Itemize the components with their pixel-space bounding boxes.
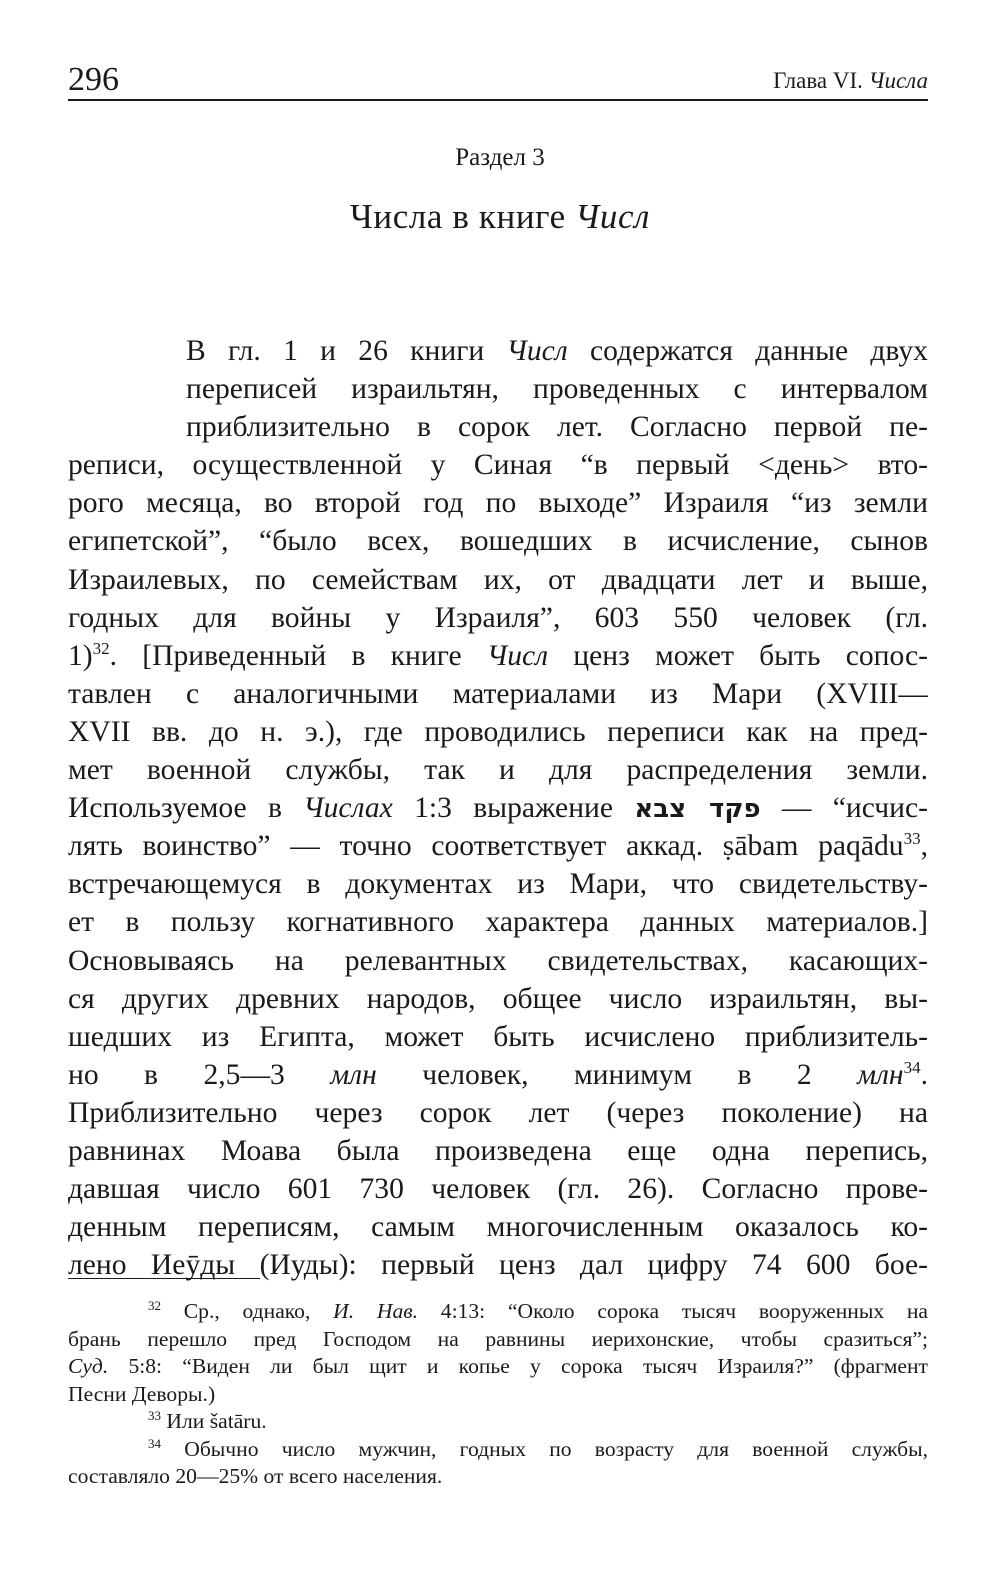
- text-line: но в 2,5—3 млн человек, минимум в 2 млн$^{34}$.: [68, 1057, 928, 1091]
- text-line: приблизительно в сорок лет. Согласно первой пе-: [186, 411, 928, 444]
- section-label: Раздел 3: [455, 144, 545, 171]
- text-line: реписи, осуществленной у Синая “в первый <день> вто-: [68, 449, 928, 482]
- footnote-line: Суд. 5:8: “Виден ли был щит и копье у сорока тысяч Израиля?” (фрагмент: [68, 1354, 928, 1378]
- page-header: [68, 60, 928, 100]
- text-line: равнинах Моава была произведена еще одна перепись,: [68, 1134, 928, 1167]
- footnote-line: Песни Деворы.): [68, 1381, 216, 1406]
- text-line: давшая число 601 730 человек (гл. 26). Согласно прове-: [68, 1173, 928, 1206]
- footnote-ref: 34: [903, 1057, 921, 1077]
- text-line: рого месяца, во второй год по выходе” Израиля “из земли: [68, 487, 928, 520]
- text-line: шедших из Египта, может быть исчислено приблизитель-: [68, 1020, 928, 1053]
- text-line: лено Иеӯды (Иуды): первый ценз дал цифру 74 600 бое-: [68, 1249, 928, 1282]
- footnote-ref: 32: [92, 638, 110, 658]
- text-line: В гл. 1 и 26 книги Числ содержатся данные двух: [186, 335, 928, 367]
- text-line: Используемое в Числах 1:3 выражение פקד צבא — “исчис-: [68, 792, 928, 825]
- text-line: ет в пользу когнативного характера данных материалов.]: [68, 906, 928, 939]
- text-line: египетской”, “было всех, вошедших в исчисление, сынов: [68, 525, 928, 558]
- footnote-ref: 33: [903, 829, 921, 849]
- hebrew-phrase: פקד צבא: [634, 794, 761, 825]
- footnote-34: $^{34}$ Обычно число мужчин, годных по возрасту для военной службы,: [148, 1435, 928, 1461]
- running-head: [773, 66, 928, 96]
- page-number: 296: [68, 61, 119, 98]
- text-line: тавлен с аналогичными материалами из Мари (XVIII—: [68, 677, 928, 710]
- text-line: годных для войны у Израиля”, 603 550 человек (гл.: [68, 601, 928, 634]
- footnote-33: $^{33}$ Или šatāru.: [148, 1408, 267, 1433]
- header-rule: [68, 99, 928, 101]
- main-text: [68, 332, 928, 1284]
- text-line: мет военной службы, так и для распределения земли.: [68, 754, 928, 787]
- section-title-italic: Числ: [575, 197, 650, 236]
- section-title-text: Числа в книге: [350, 197, 566, 236]
- text-line: 1)$^{32}$. [Приведенный в книге Числ ценз может быть сопос-: [68, 638, 928, 672]
- text-line: лять воинство” — точно соответствует аккад. ṣābam paqādu$^{33}$,: [68, 829, 928, 863]
- footnote-line: составляло 20—25% от всего населения.: [68, 1464, 443, 1488]
- footnote-rule: [68, 1278, 260, 1279]
- footnote-line: брань перешло пред Господом на равнины иерихонские, чтобы сразиться”;: [68, 1326, 928, 1351]
- text-line: денным переписям, самым многочисленным оказалось ко-: [68, 1211, 928, 1244]
- text-line: Израилевых, по семействам их, от двадцати лет и выше,: [68, 563, 928, 596]
- text-line: Основываясь на релевантных свидетельствах, касающих-: [68, 944, 928, 977]
- text-line: XVII вв. до н. э.), где проводились переписи как на пред-: [68, 715, 928, 748]
- text-line: ся других древних народов, общее число израильтян, вы-: [68, 982, 928, 1015]
- text-line: переписей израильтян, проведенных с интервалом: [186, 373, 928, 406]
- footnote-32: $^{32}$ Ср., однако, И. Нав. 4:13: “Около сорока тысяч вооруженных на: [148, 1298, 928, 1323]
- running-head-chapter: Глава VI.: [773, 68, 863, 93]
- section-title: [0, 195, 1000, 239]
- running-head-title: Числа: [868, 68, 928, 93]
- text-line: Приблизительно через сорок лет (через поколение) на: [68, 1096, 928, 1129]
- text-line: встречающемуся в документах из Мари, что свидетельству-: [68, 868, 928, 901]
- footnotes: [68, 1298, 928, 1491]
